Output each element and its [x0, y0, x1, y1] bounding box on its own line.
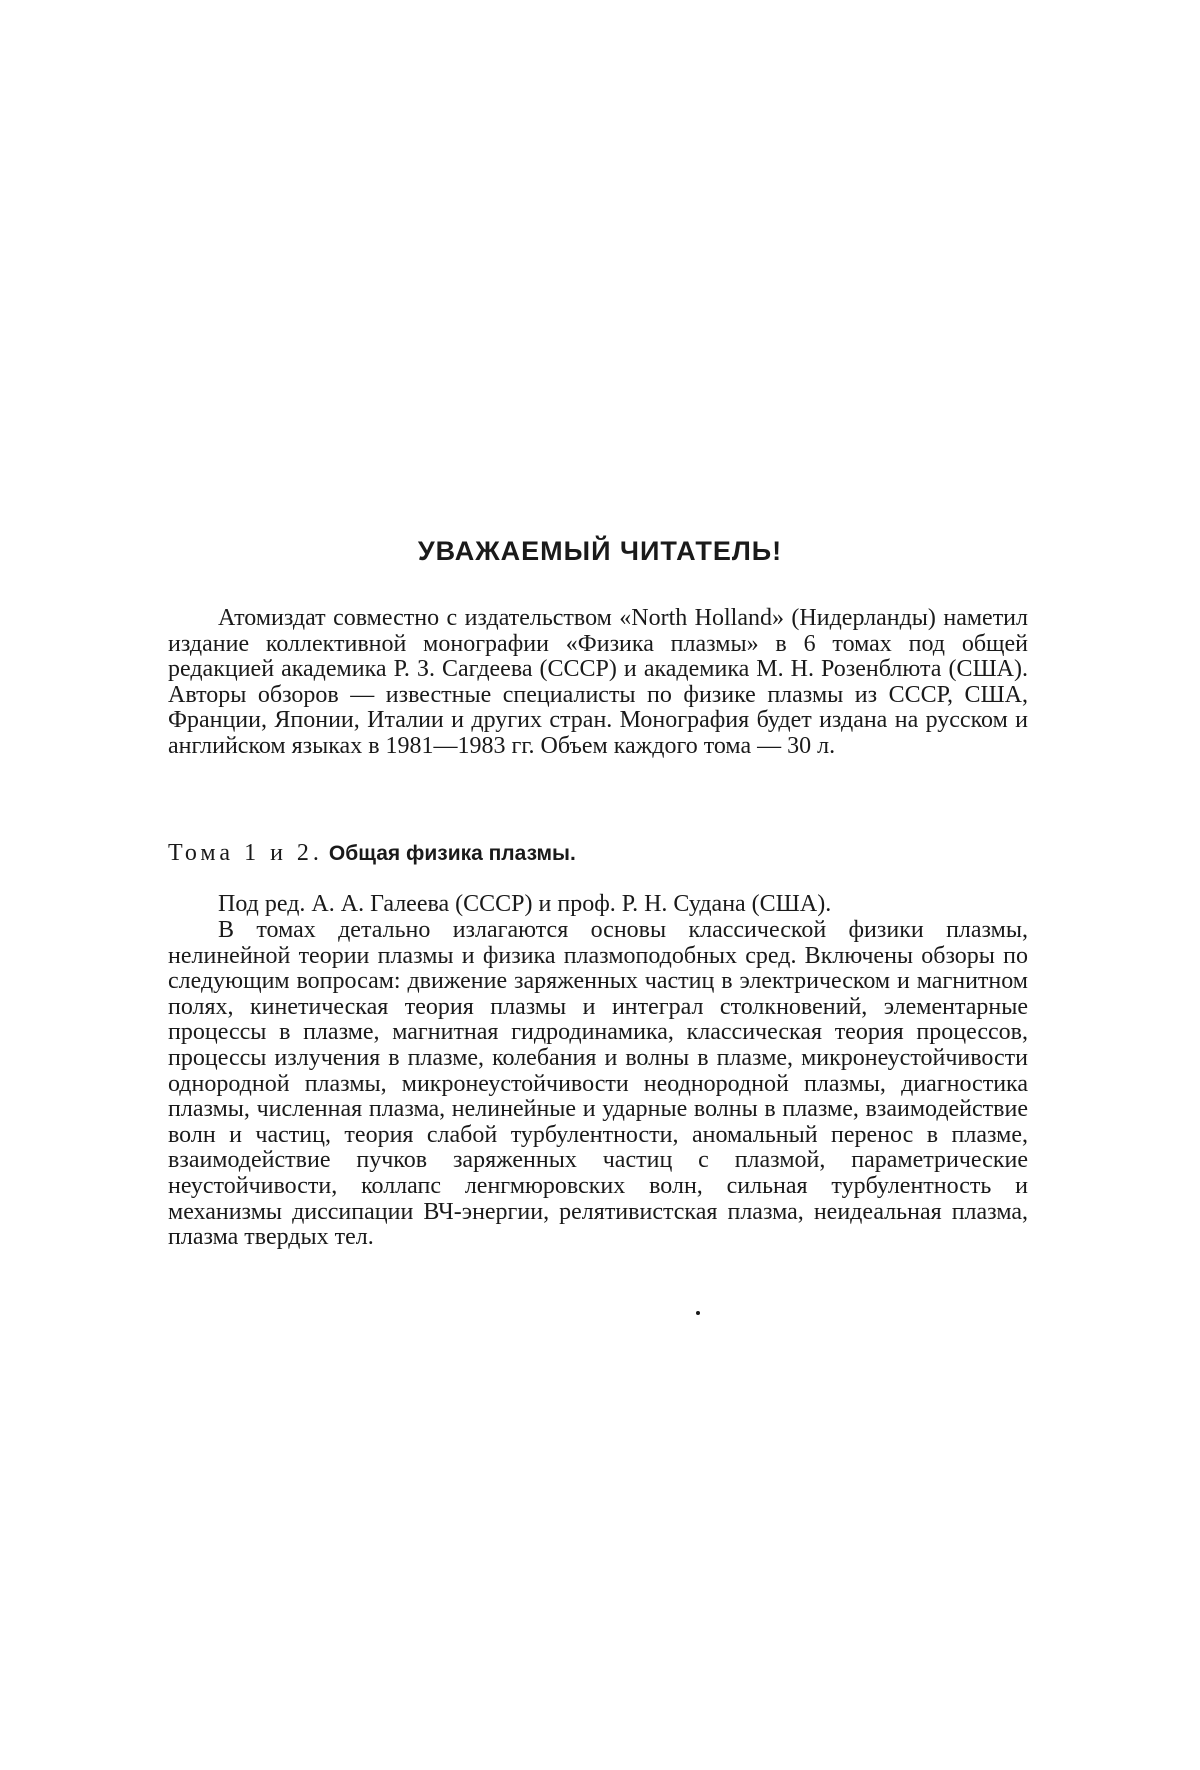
print-dot — [696, 1311, 700, 1315]
volume-title — [168, 840, 1028, 867]
volume-description: В томах детально излагаются основы классической физики плазмы, нелинейной теории плазмы и физика плазмоподобных сред. Включены обзоры по следующим вопросам: движение заряженных частиц в электрическом и магнитном полях, кинетическая теория плазмы и интеграл столкновений, элементарные процессы в плазме, магнитная гидродинамика, классическая теория процессов, процессы излучения в плазме, колебания и волны в плазме, микронеустойчивости однородной плазмы, микронеустойчивости неоднородной плазмы, диагностика плазмы, численная плазма, нелинейные и ударные волны в плазме, взаимодействие волн и частиц, теория слабой турбулентности, аномальный перенос в плазме, взаимодействие пучков заряженных частиц с плазмой, параметрические неустойчивости, коллапс ленгмюровских волн, сильная турбулентность и механизмы диссипации ВЧ-энергии, релятивистская плазма, неидеальная плазма, плазма твердых тел. — [168, 917, 1028, 1251]
page-heading: УВАЖАЕМЫЙ ЧИТАТЕЛЬ! — [417, 536, 783, 566]
volume-name: Общая физика плазмы. — [328, 842, 576, 865]
volume-editors: Под ред. А. А. Галеева (СССР) и проф. Р. Н. Судана (США). — [218, 891, 832, 917]
volume-label: Тома 1 и 2. — [168, 840, 323, 866]
intro-paragraph: Атомиздат совместно с издательством «North Holland» (Нидерланды) наметил издание коллективной монографии «Физика плазмы» в 6 томах под общей редакцией академика Р. З. Сагдеева (СССР) и академика М. Н. Розенблюта (США). Авторы обзоров — известные специалисты по физике плазмы из СССР, США, Франции, Японии, Италии и других стран. Монография будет издана на русском и английском языках в 1981—1983 гг. Объем каждого тома — 30 л. — [168, 605, 1028, 759]
